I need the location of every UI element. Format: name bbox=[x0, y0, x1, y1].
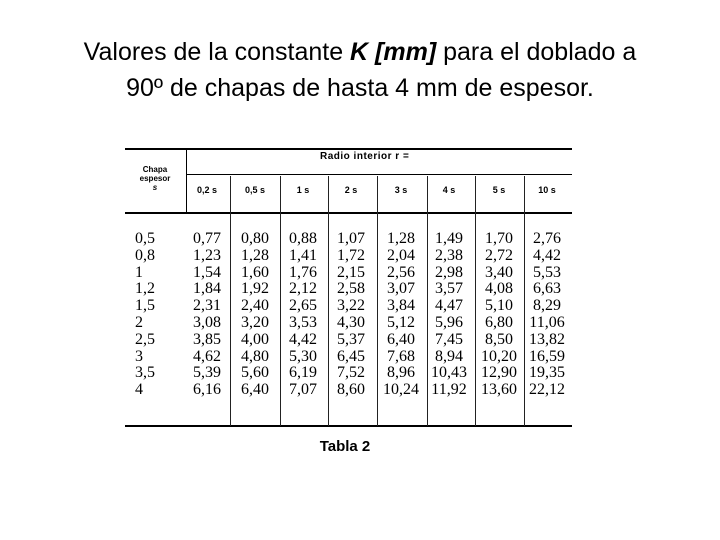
value-cell: 0,77 bbox=[193, 230, 221, 247]
column-header: 0,5 s bbox=[244, 185, 266, 195]
value-cell: 10,43 bbox=[431, 364, 467, 382]
radius-header: Radio interior r = bbox=[320, 151, 410, 162]
thickness-cell: 1,2 bbox=[135, 280, 155, 298]
header-divider bbox=[186, 148, 187, 214]
table-caption: Tabla 2 bbox=[319, 438, 371, 455]
value-cell: 2,98 bbox=[435, 263, 463, 281]
value-cell: 3,40 bbox=[485, 263, 513, 281]
column-separator bbox=[377, 176, 378, 426]
value-cell: 8,29 bbox=[533, 297, 561, 315]
value-cell: 1,28 bbox=[241, 246, 269, 264]
value-cell: 7,07 bbox=[289, 381, 317, 399]
title-constant-k: K [mm] bbox=[350, 38, 437, 66]
value-cell: 11,92 bbox=[431, 381, 467, 399]
thickness-cell: 3 bbox=[135, 347, 143, 365]
value-cell: 6,80 bbox=[485, 314, 513, 331]
value-cell: 5,96 bbox=[435, 314, 463, 331]
value-cell: 2,12 bbox=[289, 280, 317, 298]
column-header: 5 s bbox=[492, 185, 506, 195]
table-row bbox=[125, 381, 572, 398]
table-bottom-rule bbox=[125, 425, 572, 427]
value-cell: 4,80 bbox=[241, 347, 269, 365]
thickness-cell: 0,8 bbox=[135, 246, 155, 264]
column-separator bbox=[427, 176, 428, 426]
value-cell: 3,57 bbox=[435, 280, 463, 298]
title-text-2: para el doblado a bbox=[436, 38, 637, 66]
value-cell: 7,68 bbox=[387, 347, 415, 365]
value-cell: 16,59 bbox=[529, 347, 565, 365]
value-cell: 3,07 bbox=[387, 280, 415, 298]
value-cell: 1,07 bbox=[337, 230, 365, 247]
table-row bbox=[125, 230, 572, 247]
value-cell: 6,63 bbox=[533, 280, 561, 298]
value-cell: 1,76 bbox=[289, 263, 317, 281]
thickness-header bbox=[129, 165, 181, 192]
column-header: 10 s bbox=[538, 185, 556, 195]
column-separator bbox=[230, 176, 231, 426]
value-cell: 3,85 bbox=[193, 330, 221, 348]
radius-header-rule bbox=[187, 174, 572, 175]
table-row bbox=[125, 247, 572, 264]
value-cell: 2,15 bbox=[337, 263, 365, 281]
header-bottom-rule bbox=[125, 212, 572, 214]
value-cell: 5,37 bbox=[337, 330, 365, 348]
value-cell: 6,40 bbox=[241, 381, 269, 399]
value-cell: 6,45 bbox=[337, 347, 365, 365]
value-cell: 2,58 bbox=[337, 280, 365, 298]
value-cell: 1,23 bbox=[193, 246, 221, 264]
value-cell: 8,94 bbox=[435, 347, 463, 365]
thickness-cell: 0,5 bbox=[135, 230, 155, 247]
value-cell: 8,60 bbox=[337, 381, 365, 399]
table-row bbox=[125, 280, 572, 297]
thickness-header-espesor: espesor bbox=[139, 174, 171, 183]
value-cell: 3,22 bbox=[337, 297, 365, 315]
column-separator bbox=[524, 176, 525, 426]
value-cell: 19,35 bbox=[529, 364, 565, 382]
value-cell: 10,20 bbox=[481, 347, 517, 365]
value-cell: 5,39 bbox=[193, 364, 221, 382]
value-cell: 2,38 bbox=[435, 246, 463, 264]
title-text-1: Valores de la constante bbox=[83, 38, 351, 66]
table-row bbox=[125, 364, 572, 381]
value-cell: 1,84 bbox=[193, 280, 221, 298]
value-cell: 7,45 bbox=[435, 330, 463, 348]
value-cell: 2,65 bbox=[289, 297, 317, 315]
value-cell: 3,84 bbox=[387, 297, 415, 315]
value-cell: 3,20 bbox=[241, 314, 269, 331]
thickness-cell: 2,5 bbox=[135, 330, 155, 348]
value-cell: 1,54 bbox=[193, 263, 221, 281]
value-cell: 2,40 bbox=[241, 297, 269, 315]
column-header: 0,2 s bbox=[196, 185, 218, 195]
value-cell: 5,10 bbox=[485, 297, 513, 315]
value-cell: 2,56 bbox=[387, 263, 415, 281]
thickness-header-chapa: Chapa bbox=[142, 165, 168, 174]
value-cell: 5,30 bbox=[289, 347, 317, 365]
value-cell: 4,08 bbox=[485, 280, 513, 298]
value-cell: 3,08 bbox=[193, 314, 221, 331]
value-cell: 6,19 bbox=[289, 364, 317, 382]
value-cell: 1,49 bbox=[435, 230, 463, 247]
value-cell: 2,72 bbox=[485, 246, 513, 264]
column-header: 4 s bbox=[442, 185, 456, 195]
thickness-cell: 3,5 bbox=[135, 364, 155, 382]
column-separator bbox=[280, 176, 281, 426]
title-text-line2: 90º de chapas de hasta 4 mm de espesor. bbox=[126, 74, 594, 102]
table-row bbox=[125, 297, 572, 314]
value-cell: 11,06 bbox=[529, 314, 565, 331]
value-cell: 22,12 bbox=[529, 381, 565, 399]
value-cell: 5,60 bbox=[241, 364, 269, 382]
value-cell: 5,53 bbox=[533, 263, 561, 281]
bending-constant-table bbox=[125, 145, 572, 427]
value-cell: 4,47 bbox=[435, 297, 463, 315]
thickness-cell: 1 bbox=[135, 263, 143, 281]
column-header: 3 s bbox=[394, 185, 408, 195]
value-cell: 6,16 bbox=[193, 381, 221, 399]
column-separator bbox=[328, 176, 329, 426]
value-cell: 13,60 bbox=[481, 381, 517, 399]
value-cell: 1,28 bbox=[387, 230, 415, 247]
value-cell: 3,53 bbox=[289, 314, 317, 331]
value-cell: 4,62 bbox=[193, 347, 221, 365]
value-cell: 4,42 bbox=[533, 246, 561, 264]
value-cell: 12,90 bbox=[481, 364, 517, 382]
value-cell: 0,88 bbox=[289, 230, 317, 247]
column-separator bbox=[475, 176, 476, 426]
value-cell: 1,70 bbox=[485, 230, 513, 247]
value-cell: 2,31 bbox=[193, 297, 221, 315]
table-top-rule bbox=[125, 148, 572, 150]
value-cell: 1,92 bbox=[241, 280, 269, 298]
table-row bbox=[125, 348, 572, 365]
thickness-header-s: s bbox=[152, 183, 158, 192]
value-cell: 13,82 bbox=[529, 330, 565, 348]
value-cell: 2,04 bbox=[387, 246, 415, 264]
value-cell: 4,30 bbox=[337, 314, 365, 331]
value-cell: 2,76 bbox=[533, 230, 561, 247]
value-cell: 0,80 bbox=[241, 230, 269, 247]
value-cell: 6,40 bbox=[387, 330, 415, 348]
thickness-cell: 2 bbox=[135, 314, 143, 331]
column-header: 1 s bbox=[296, 185, 310, 195]
table-row bbox=[125, 331, 572, 348]
value-cell: 1,60 bbox=[241, 263, 269, 281]
value-cell: 1,41 bbox=[289, 246, 317, 264]
value-cell: 8,50 bbox=[485, 330, 513, 348]
table-row bbox=[125, 314, 572, 331]
slide-title bbox=[20, 34, 700, 106]
thickness-cell: 1,5 bbox=[135, 297, 155, 315]
value-cell: 5,12 bbox=[387, 314, 415, 331]
value-cell: 1,72 bbox=[337, 246, 365, 264]
table-row bbox=[125, 264, 572, 281]
value-cell: 7,52 bbox=[337, 364, 365, 382]
value-cell: 10,24 bbox=[383, 381, 419, 399]
column-header: 2 s bbox=[344, 185, 358, 195]
value-cell: 4,42 bbox=[289, 330, 317, 348]
value-cell: 8,96 bbox=[387, 364, 415, 382]
value-cell: 4,00 bbox=[241, 330, 269, 348]
thickness-cell: 4 bbox=[135, 381, 143, 399]
